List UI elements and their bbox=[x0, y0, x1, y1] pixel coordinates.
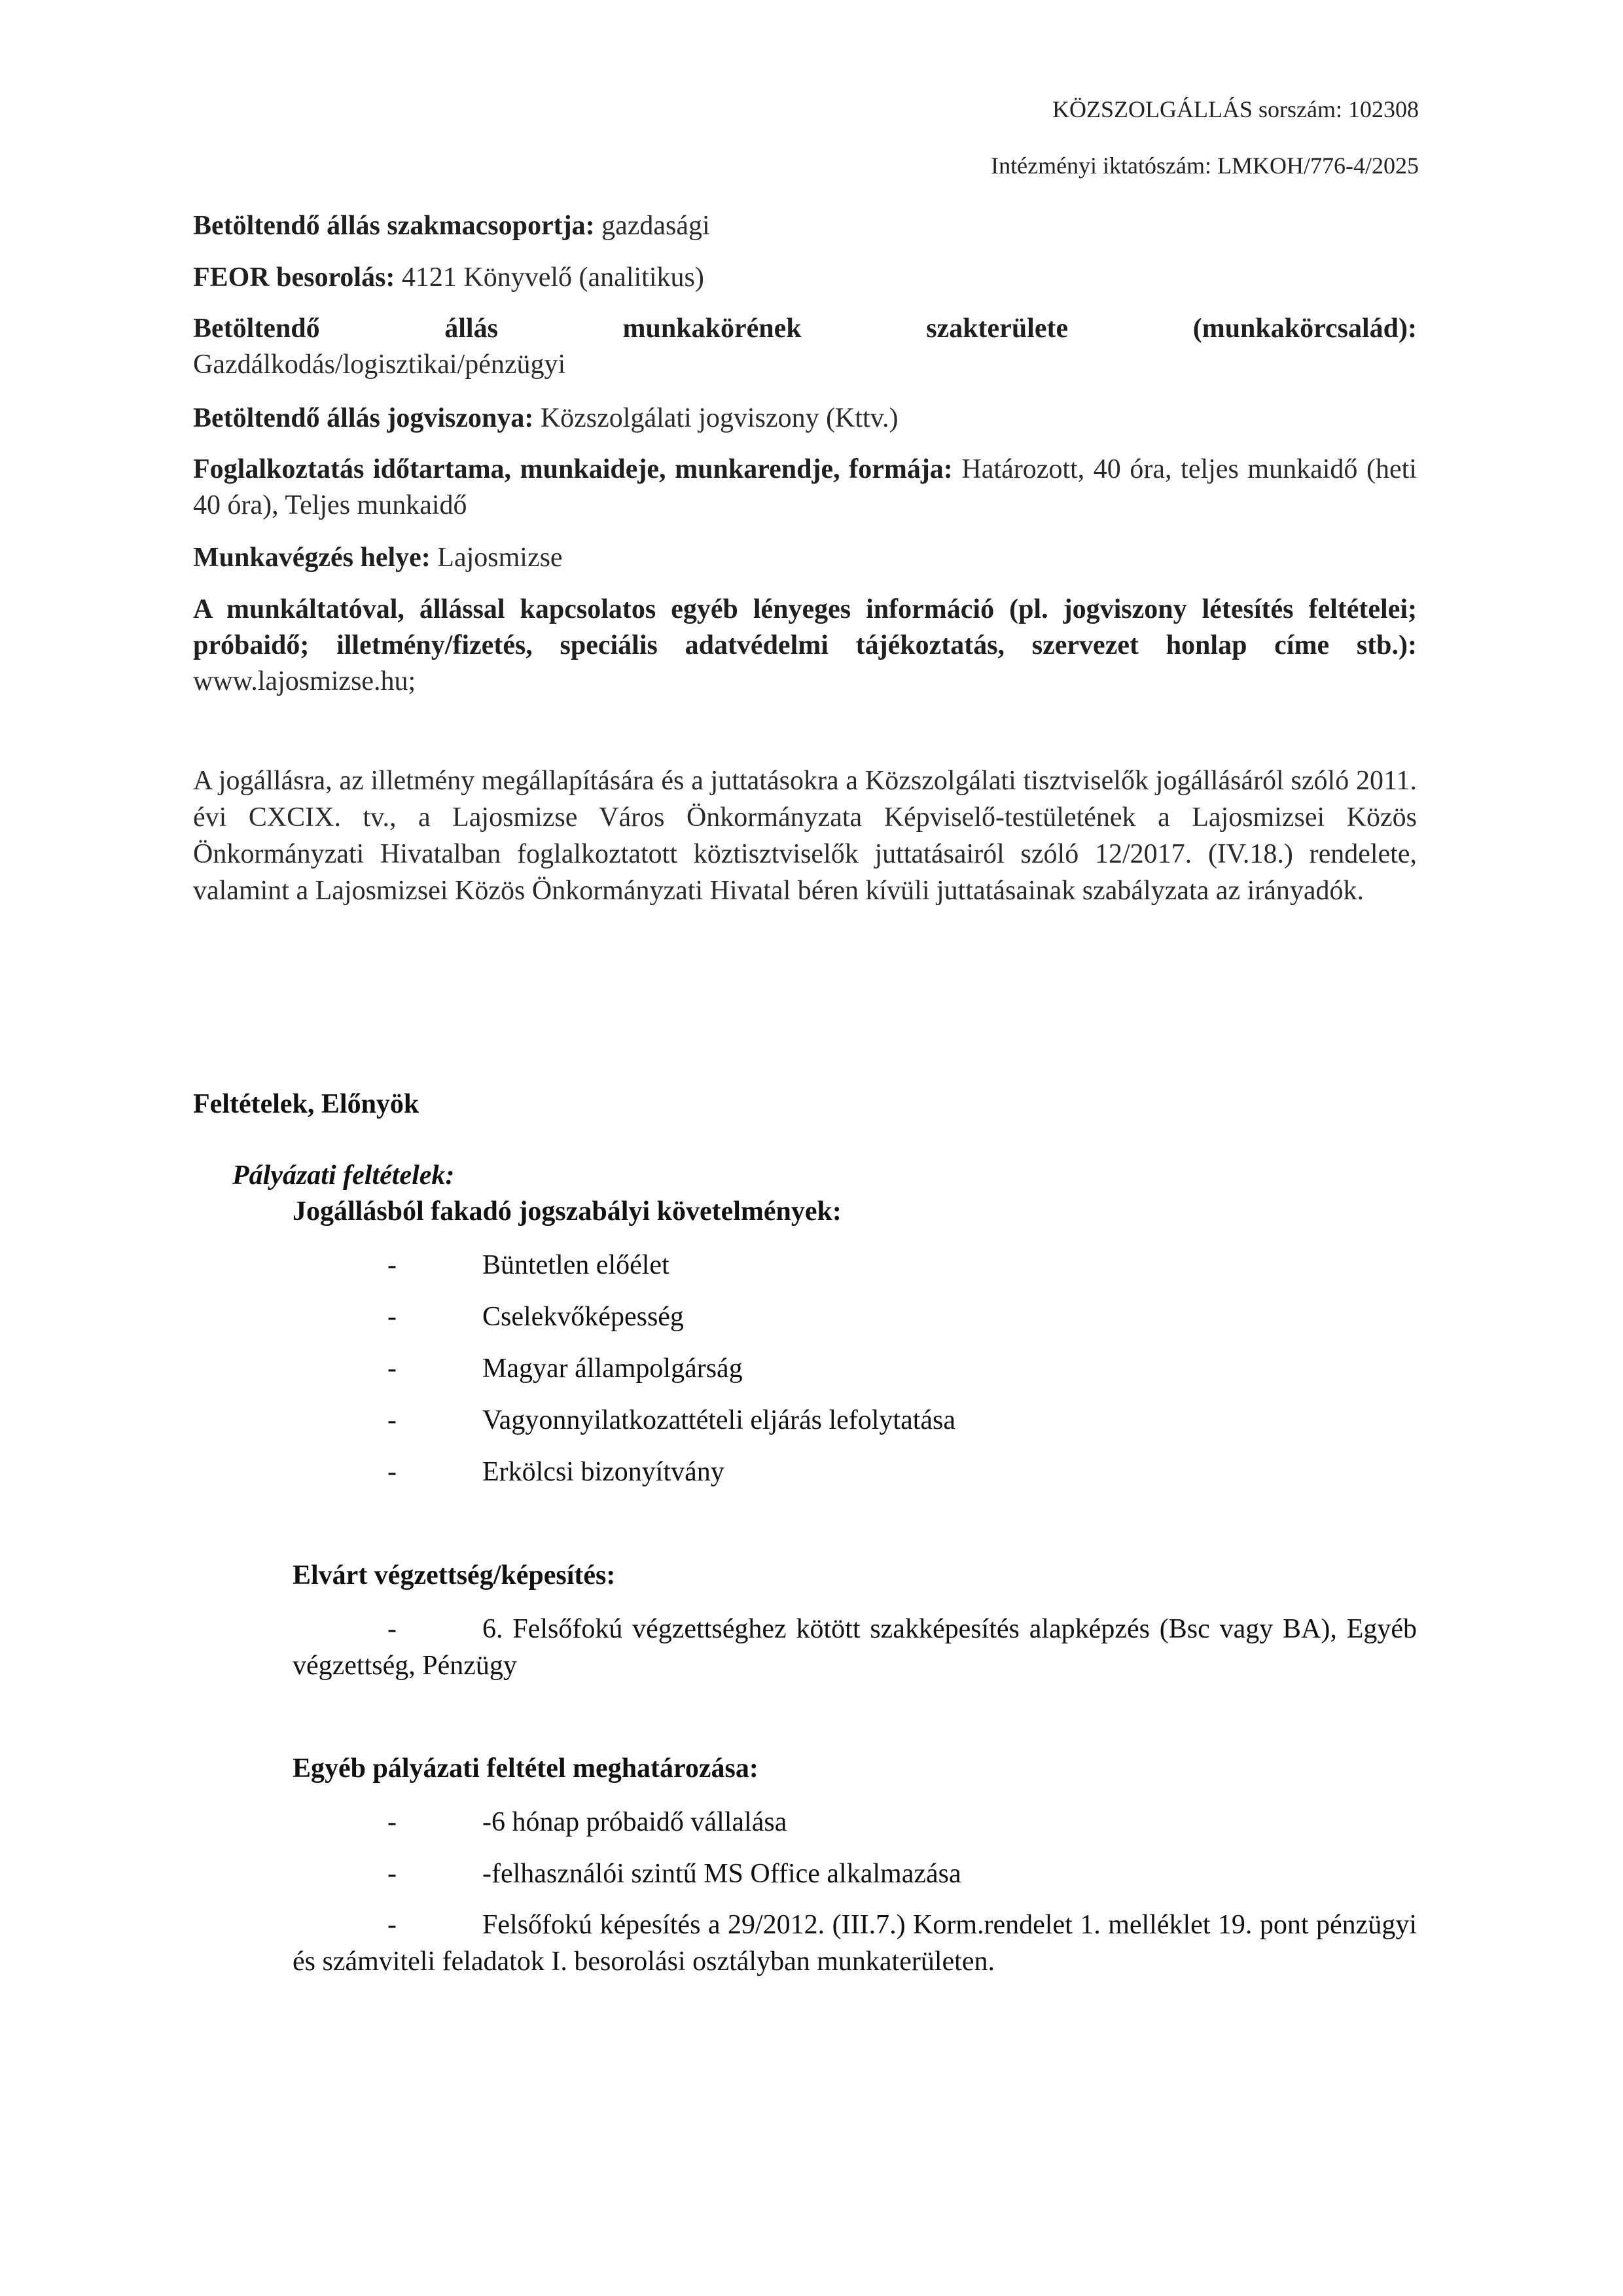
field-label: Betöltendő állás munkakörének szakterülete (munkakörcsalád): bbox=[193, 314, 1417, 344]
field-value: Közszolgálati jogviszony (Kttv.) bbox=[540, 403, 899, 433]
dash-bullet-icon: - bbox=[387, 1405, 397, 1435]
list-item: - Büntetlen előélet bbox=[293, 1247, 1417, 1283]
legal-requirements-title: Jogállásból fakadó jogszabályi követelmények: bbox=[293, 1196, 842, 1227]
dash-bullet-icon: - bbox=[387, 1910, 397, 1940]
website-link[interactable]: www.lajosmizse.hu; bbox=[193, 666, 416, 696]
list-item: - Vagyonnyilatkozattételi eljárás lefolytatása bbox=[293, 1402, 1417, 1439]
field-value: Határozott, 40 óra, teljes munkaidő (heti 40 óra), Teljes munkaidő bbox=[193, 454, 1417, 520]
field-value: Lajosmizse bbox=[437, 543, 563, 573]
list-item: - Erkölcsi bizonyítvány bbox=[293, 1454, 1417, 1490]
list-item: - Felsőfokú képesítés a 29/2012. (III.7.) Korm.rendelet 1. melléklet 19. pont pénzügyi és számviteli feladatok I. besorolási osztályban munkaterületen. bbox=[293, 1907, 1417, 1980]
dash-bullet-icon: - bbox=[387, 1354, 397, 1384]
dash-bullet-icon: - bbox=[387, 1859, 397, 1889]
list-item: - Magyar állampolgárság bbox=[293, 1350, 1417, 1387]
field-value: gazdasági bbox=[601, 211, 710, 241]
field-label: Betöltendő állás jogviszonya: bbox=[193, 403, 534, 433]
application-conditions-title: Pályázati feltételek: bbox=[232, 1160, 455, 1191]
field-legal-relationship bbox=[193, 401, 1417, 437]
field-employment bbox=[193, 452, 1417, 524]
field-label: Betöltendő állás szakmacsoportja: bbox=[193, 211, 595, 241]
field-other-info bbox=[193, 592, 1417, 700]
field-job-family bbox=[193, 311, 1417, 383]
section-title-conditions: Feltételek, Előnyök bbox=[193, 1089, 419, 1119]
field-label: A munkáltatóval, állással kapcsolatos egyéb lényeges információ (pl. jogviszony létesítés feltételei; próbaidő; illetmény/fizetés, speciális adatvédelmi tájékoztatás, szervezet honlap címe stb.): bbox=[193, 594, 1417, 660]
dash-bullet-icon: - bbox=[387, 1250, 397, 1280]
legal-paragraph: A jogállásra, az illetmény megállapítására és a juttatásokra a Közszolgálati tisztviselők jogállásáról szóló 2011. évi CXCIX. tv., a Lajosmizse Város Önkormányzata Képviselő-testületének a Lajosmizsei Közös Önkormányzati Hivatalban foglalkoztatott köztisztviselők juttatásairól szóló 12/2017. (IV.18.) rendelete, valamint a Lajosmizsei Közös Önkormányzati Hivatal béren kívüli juttatásainak szabályzata az irányadók. bbox=[193, 766, 1417, 906]
field-label: FEOR besorolás: bbox=[193, 262, 395, 293]
field-feor bbox=[193, 260, 1417, 296]
dash-bullet-icon: - bbox=[387, 1457, 397, 1487]
field-label: Foglalkoztatás időtartama, munkaideje, munkarendje, formája: bbox=[193, 454, 953, 484]
field-value: 4121 Könyvelő (analitikus) bbox=[401, 262, 704, 293]
field-workplace bbox=[193, 540, 1417, 576]
list-item: - -6 hónap próbaidő vállalása bbox=[293, 1804, 1417, 1840]
list-item: - -felhasználói szintű MS Office alkalmazása bbox=[293, 1856, 1417, 1892]
dash-bullet-icon: - bbox=[387, 1807, 397, 1837]
dash-bullet-icon: - bbox=[387, 1302, 397, 1332]
serial-number: KÖZSZOLGÁLLÁS sorszám: 102308 bbox=[1052, 96, 1419, 122]
list-item: - Cselekvőképesség bbox=[293, 1299, 1417, 1335]
registry-number: Intézményi iktatószám: LMKOH/776-4/2025 bbox=[991, 152, 1419, 179]
education-title: Elvárt végzettség/képesítés: bbox=[293, 1560, 616, 1590]
dash-bullet-icon: - bbox=[387, 1614, 397, 1644]
list-item: - 6. Felsőfokú végzettséghez kötött szakképesítés alapképzés (Bsc vagy BA), Egyéb végzettség, Pénzügy bbox=[293, 1611, 1417, 1684]
field-professional-group bbox=[193, 208, 1417, 244]
field-label: Munkavégzés helye: bbox=[193, 543, 431, 573]
field-value: Gazdálkodás/logisztikai/pénzügyi bbox=[193, 350, 566, 380]
other-conditions-title: Egyéb pályázati feltétel meghatározása: bbox=[293, 1753, 758, 1784]
